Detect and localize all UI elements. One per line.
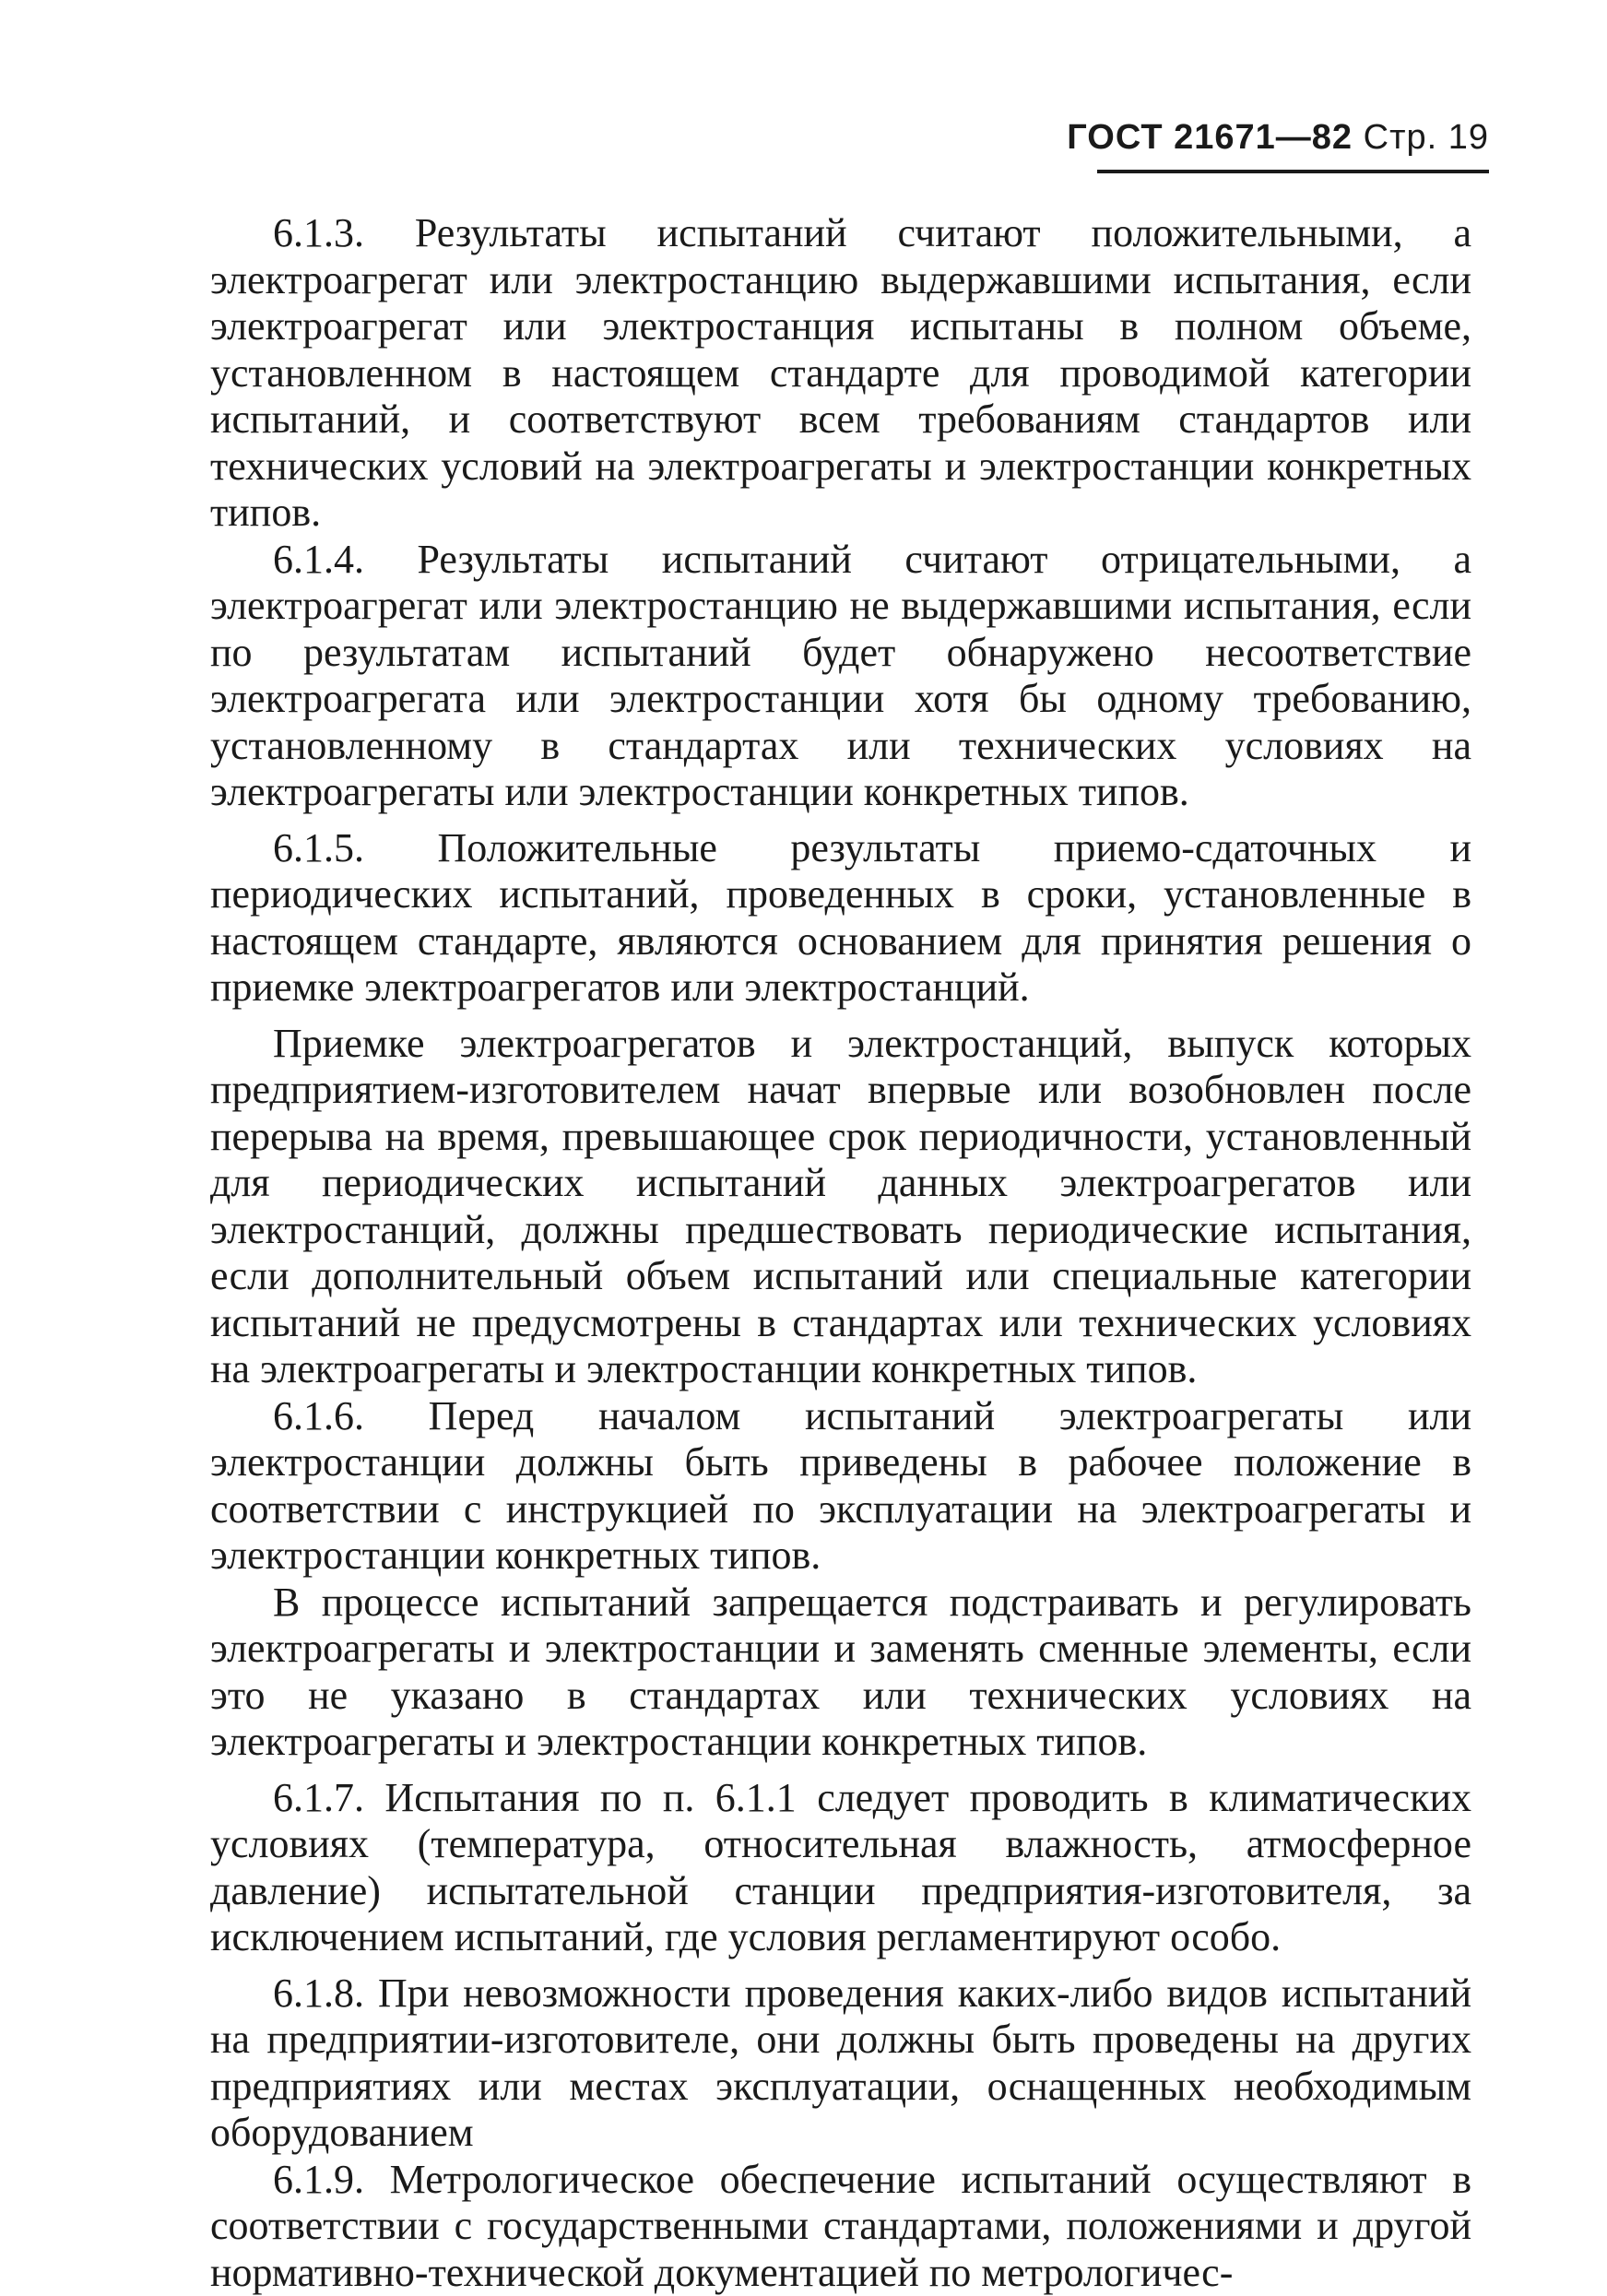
clause-6-1-6-continuation: В процессе испытаний запрещается подстраивать и регулировать электроагрегаты и электростанции и заменять сменные элементы, если это не указано в стандартах или технических условиях на электроагрегаты и электростанции конкретных типов. <box>210 1580 1471 1766</box>
clause-6-1-5: 6.1.5. Положительные результаты приемо-сдаточных и периодических испытаний, проведенных в сроки, установленные в настоящем стандарте, являются основанием для принятия решения о приемке электроагрегатов или электростанций. <box>210 825 1471 1012</box>
clause-6-1-3: 6.1.3. Результаты испытаний считают положительными, а электроагрегат или электростанцию выдержавшими испытания, если электроагрегат или электростанция испытаны в полном объеме, установленном в настоящем стандарте для проводимой категории испытаний, и соответствуют всем требованиям стандартов или технических условий на электроагрегаты и электростанции конкретных типов. <box>210 210 1471 537</box>
page-header <box>1067 118 1489 158</box>
document-body <box>210 210 1471 2296</box>
clause-6-1-6: 6.1.6. Перед началом испытаний электроагрегаты или электростанции должны быть приведены в рабочее положение в соответствии с инструкцией по эксплуатации на электроагрегаты и электростанции конкретных типов. <box>210 1393 1471 1580</box>
standard-number: ГОСТ 21671—82 <box>1067 118 1353 157</box>
clause-6-1-7: 6.1.7. Испытания по п. 6.1.1 следует проводить в климатических условиях (температура, относительная влажность, атмосферное давление) испытательной станции предприятия-изготовителя, за исключением испытаний, где условия регламентируют особо. <box>210 1775 1471 1961</box>
clause-6-1-8: 6.1.8. При невозможности проведения каких-либо видов испытаний на предприятии-изготовителе, они должны быть проведены на других предприятиях или местах эксплуатации, оснащенных необходимым оборудованием <box>210 1971 1471 2157</box>
clause-6-1-5-continuation: Приемке электроагрегатов и электростанций, выпуск которых предприятием-изготовителем начат впервые или возобновлен после перерыва на время, превышающее срок периодичности, установленный для периодических испытаний данных электроагрегатов или электростанций, должны предшествовать периодические испытания, если дополнительный объем испытаний или специальные категории испытаний не предусмотрены в стандартах или технических условиях на электроагрегаты и электростанции конкретных типов. <box>210 1021 1471 1393</box>
clause-6-1-9: 6.1.9. Метрологическое обеспечение испытаний осуществляют в соответствии с государственными стандартами, положениями и другой нормативно-технической документацией по метрологичес- <box>210 2157 1471 2296</box>
header-rule <box>1097 170 1489 173</box>
clause-6-1-4: 6.1.4. Результаты испытаний считают отрицательными, а электроагрегат или электростанцию не выдержавшими испытания, если по результатам испытаний будет обнаружено несоответствие электроагрегата или электростанции хотя бы одному требованию, установленному в стандартах или технических условиях на электроагрегаты или электростанции конкретных типов. <box>210 537 1471 816</box>
page-number: Стр. 19 <box>1364 118 1489 157</box>
